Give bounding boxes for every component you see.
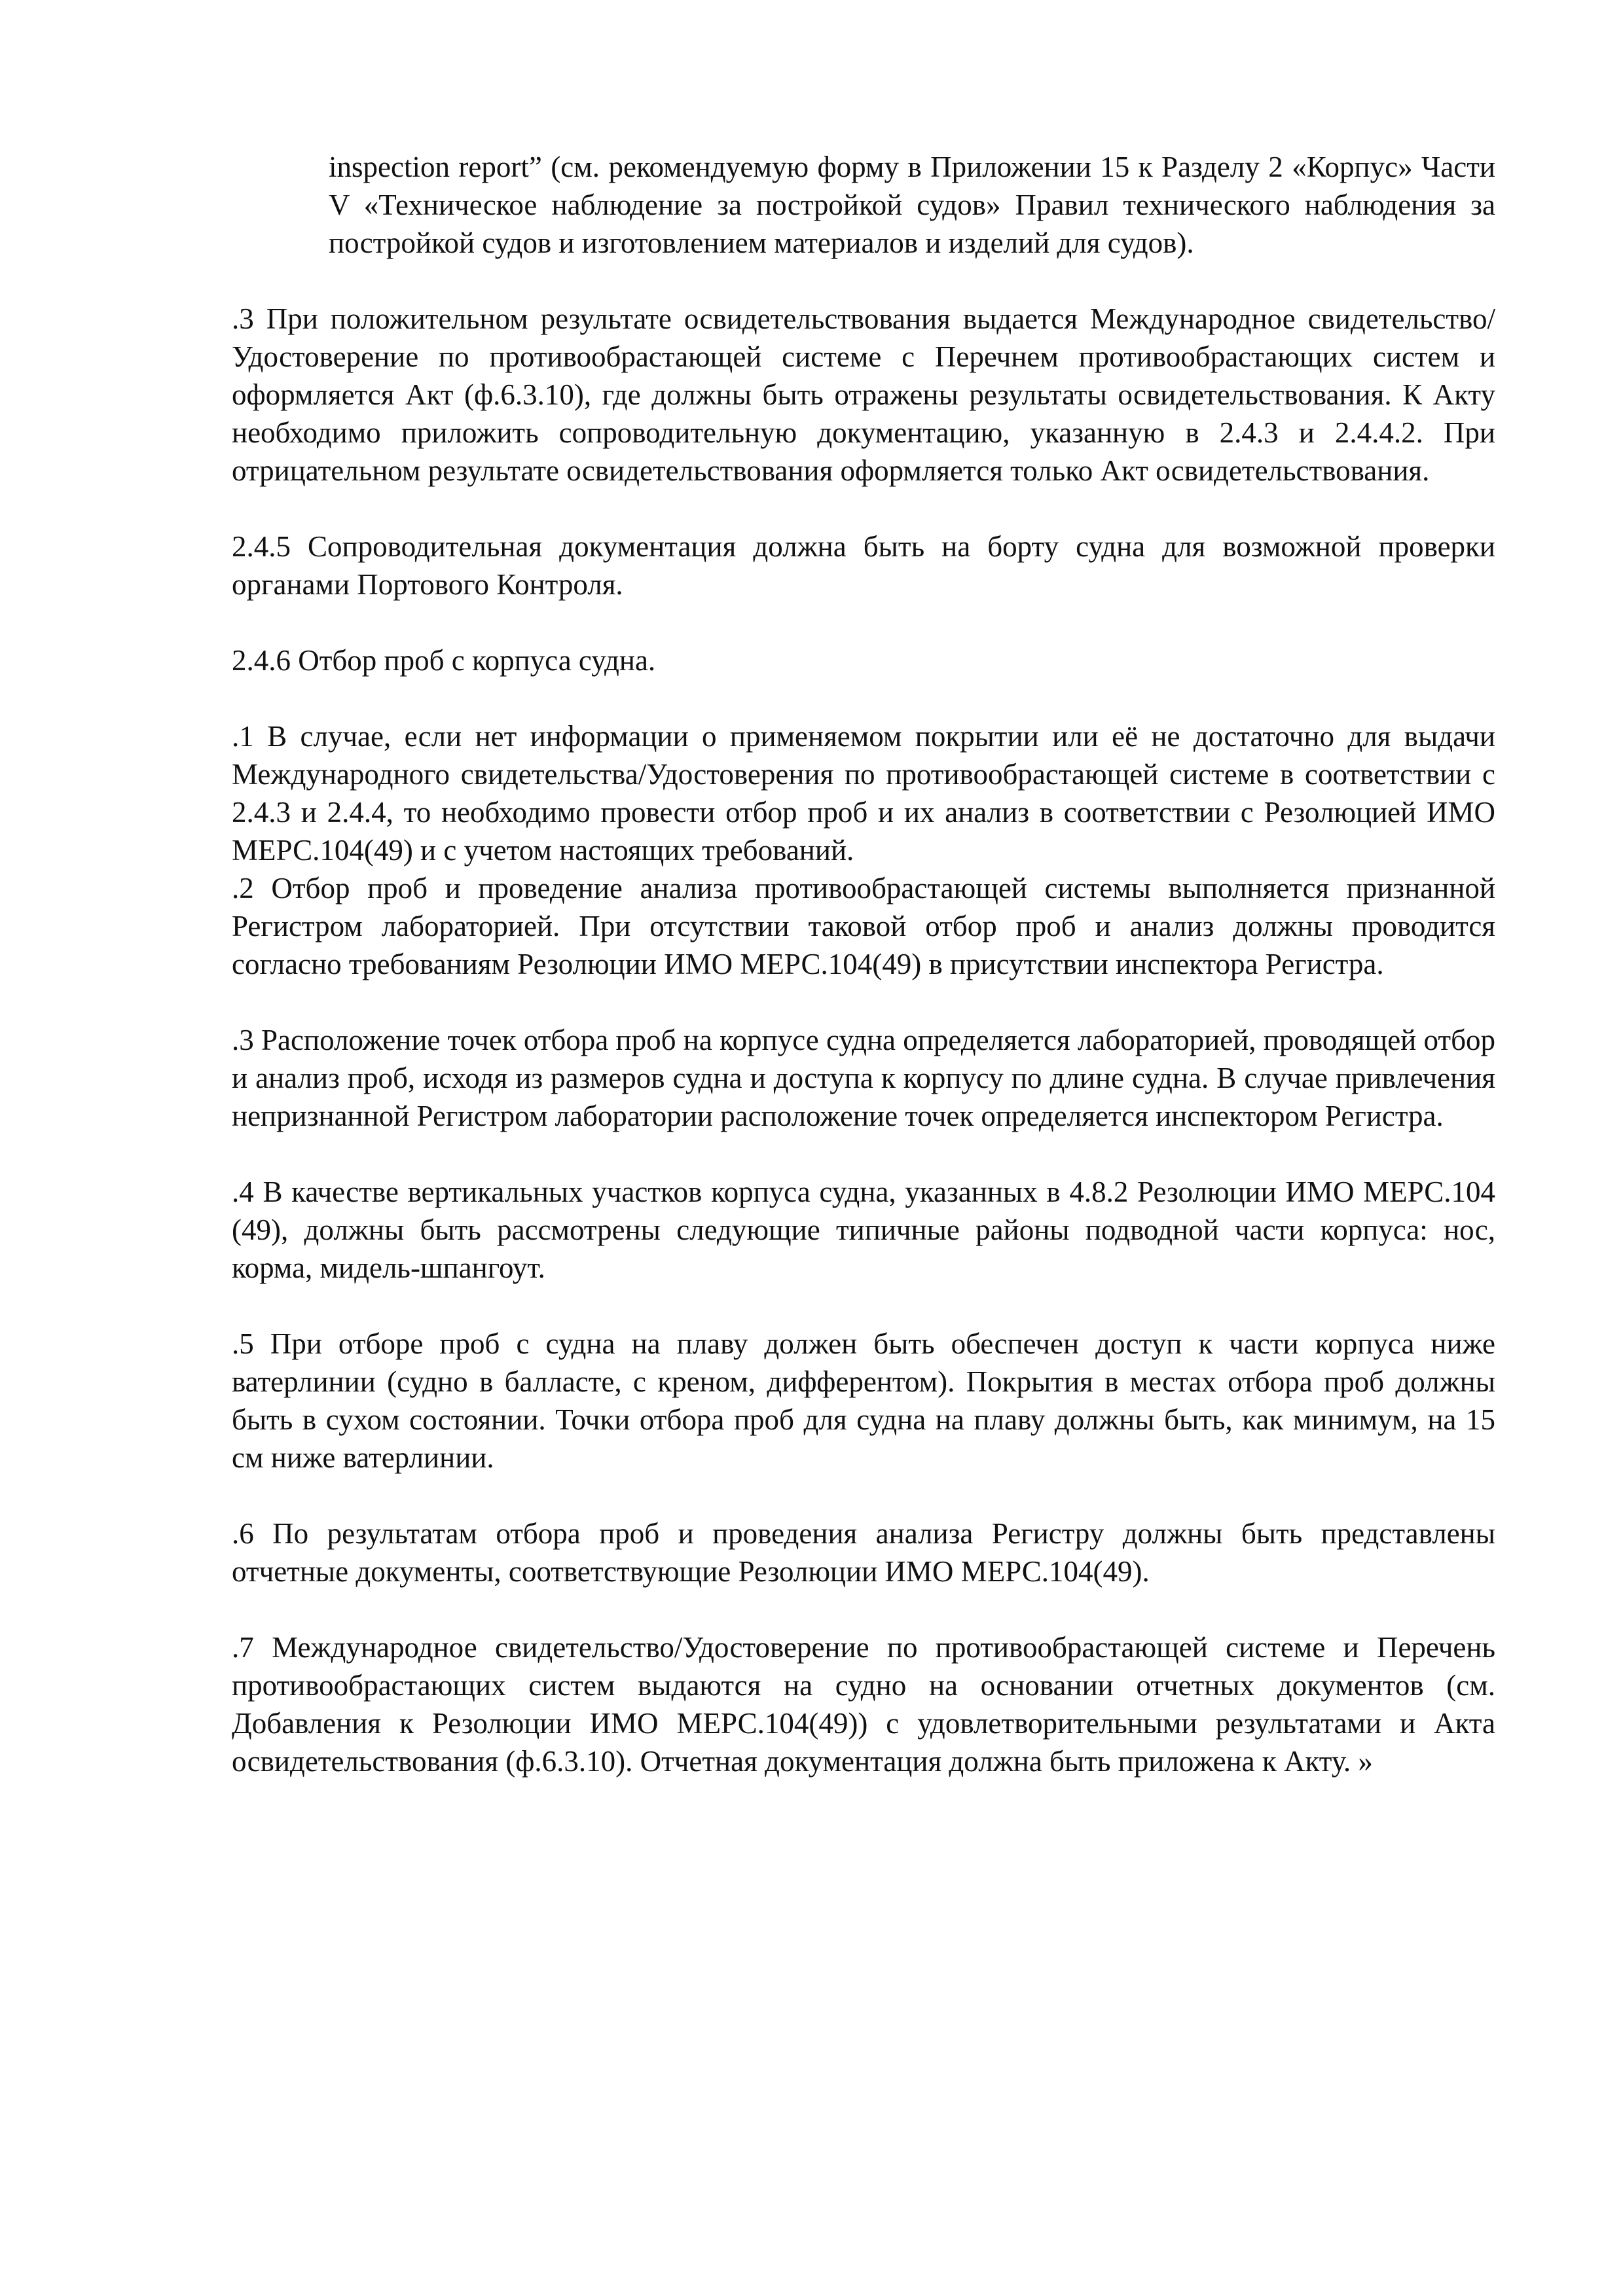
paragraph-2-4-5: 2.4.5 Сопроводительная документация должна быть на борту судна для возможной проверки органами Портового Контроля. xyxy=(232,530,1495,601)
paragraph-2-4-6-heading: 2.4.6 Отбор проб с корпуса судна. xyxy=(232,644,656,677)
paragraph-sampling-item-1: .1 В случае, если нет информации о применяемом покрытии или её не достаточно для выдачи Международного свидетельства/Удостоверения по противообрастающей системе в соответствии с 2.4.3 и 2.4.4, то необходимо провести отбор проб и их анализ в соответствии с Резолюцией ИМО МЕРС.104(49) и с учетом настоящих требований. xyxy=(232,720,1495,867)
paragraph-sampling-item-4: .4 В качестве вертикальных участков корпуса судна, указанных в 4.8.2 Резолюции ИМО МЕРС.104 (49), должны быть рассмотрены следующие типичные районы подводной части корпуса: нос, корма, мидель-шпангоут. xyxy=(232,1175,1495,1284)
document-body xyxy=(232,148,1495,1780)
paragraph-inspection-report-continuation: inspection report” (см. рекомендуемую форму в Приложении 15 к Разделу 2 «Корпус» Части V «Техническое наблюдение за постройкой судов» Правил технического наблюдения за постройкой судов и изготовлением материалов и изделий для судов). xyxy=(329,151,1495,259)
paragraph-item-3-certificate: .3 При положительном результате освидетельствования выдается Международное свидетельство/Удостоверение по противообрастающей системе с Перечнем противообрастающих систем и оформляется Акт (ф.6.3.10), где должны быть отражены результаты освидетельствования. К Акту необходимо приложить сопроводительную документацию, указанную в 2.4.3 и 2.4.4.2. При отрицательном результате освидетельствования оформляется только Акт освидетельствования. xyxy=(232,302,1495,487)
paragraph-sampling-item-6: .6 По результатам отбора проб и проведения анализа Регистру должны быть представлены отчетные документы, соответствующие Резолюции ИМО МЕРС.104(49). xyxy=(232,1517,1495,1588)
paragraph-sampling-item-5: .5 При отборе проб с судна на плаву должен быть обеспечен доступ к части корпуса ниже ватерлинии (судно в балласте, с креном, дифферентом). Покрытия в местах отбора проб должны быть в сухом состоянии. Точки отбора проб для судна на плаву должны быть, как минимум, на 15 см ниже ватерлинии. xyxy=(232,1327,1495,1474)
paragraph-sampling-item-3: .3 Расположение точек отбора проб на корпусе судна определяется лабораторией, проводящей отбор и анализ проб, исходя из размеров судна и доступа к корпусу по длине судна. В случае привлечения непризнанной Регистром лаборатории расположение точек определяется инспектором Регистра. xyxy=(232,1024,1495,1132)
paragraph-sampling-item-2: .2 Отбор проб и проведение анализа противообрастающей системы выполняется признанной Регистром лабораторией. При отсутствии таковой отбор проб и анализ должны проводится согласно требованиям Резолюции ИМО МЕРС.104(49) в присутствии инспектора Регистра. xyxy=(232,872,1495,980)
paragraph-sampling-item-7: .7 Международное свидетельство/Удостоверение по противообрастающей системе и Перечень противообрастающих систем выдаются на судно на основании отчетных документов (см. Добавления к Резолюции ИМО МЕРС.104(49)) с удовлетворительными результатами и Акта освидетельствования (ф.6.3.10). Отчетная документация должна быть приложена к Акту. » xyxy=(232,1631,1495,1778)
